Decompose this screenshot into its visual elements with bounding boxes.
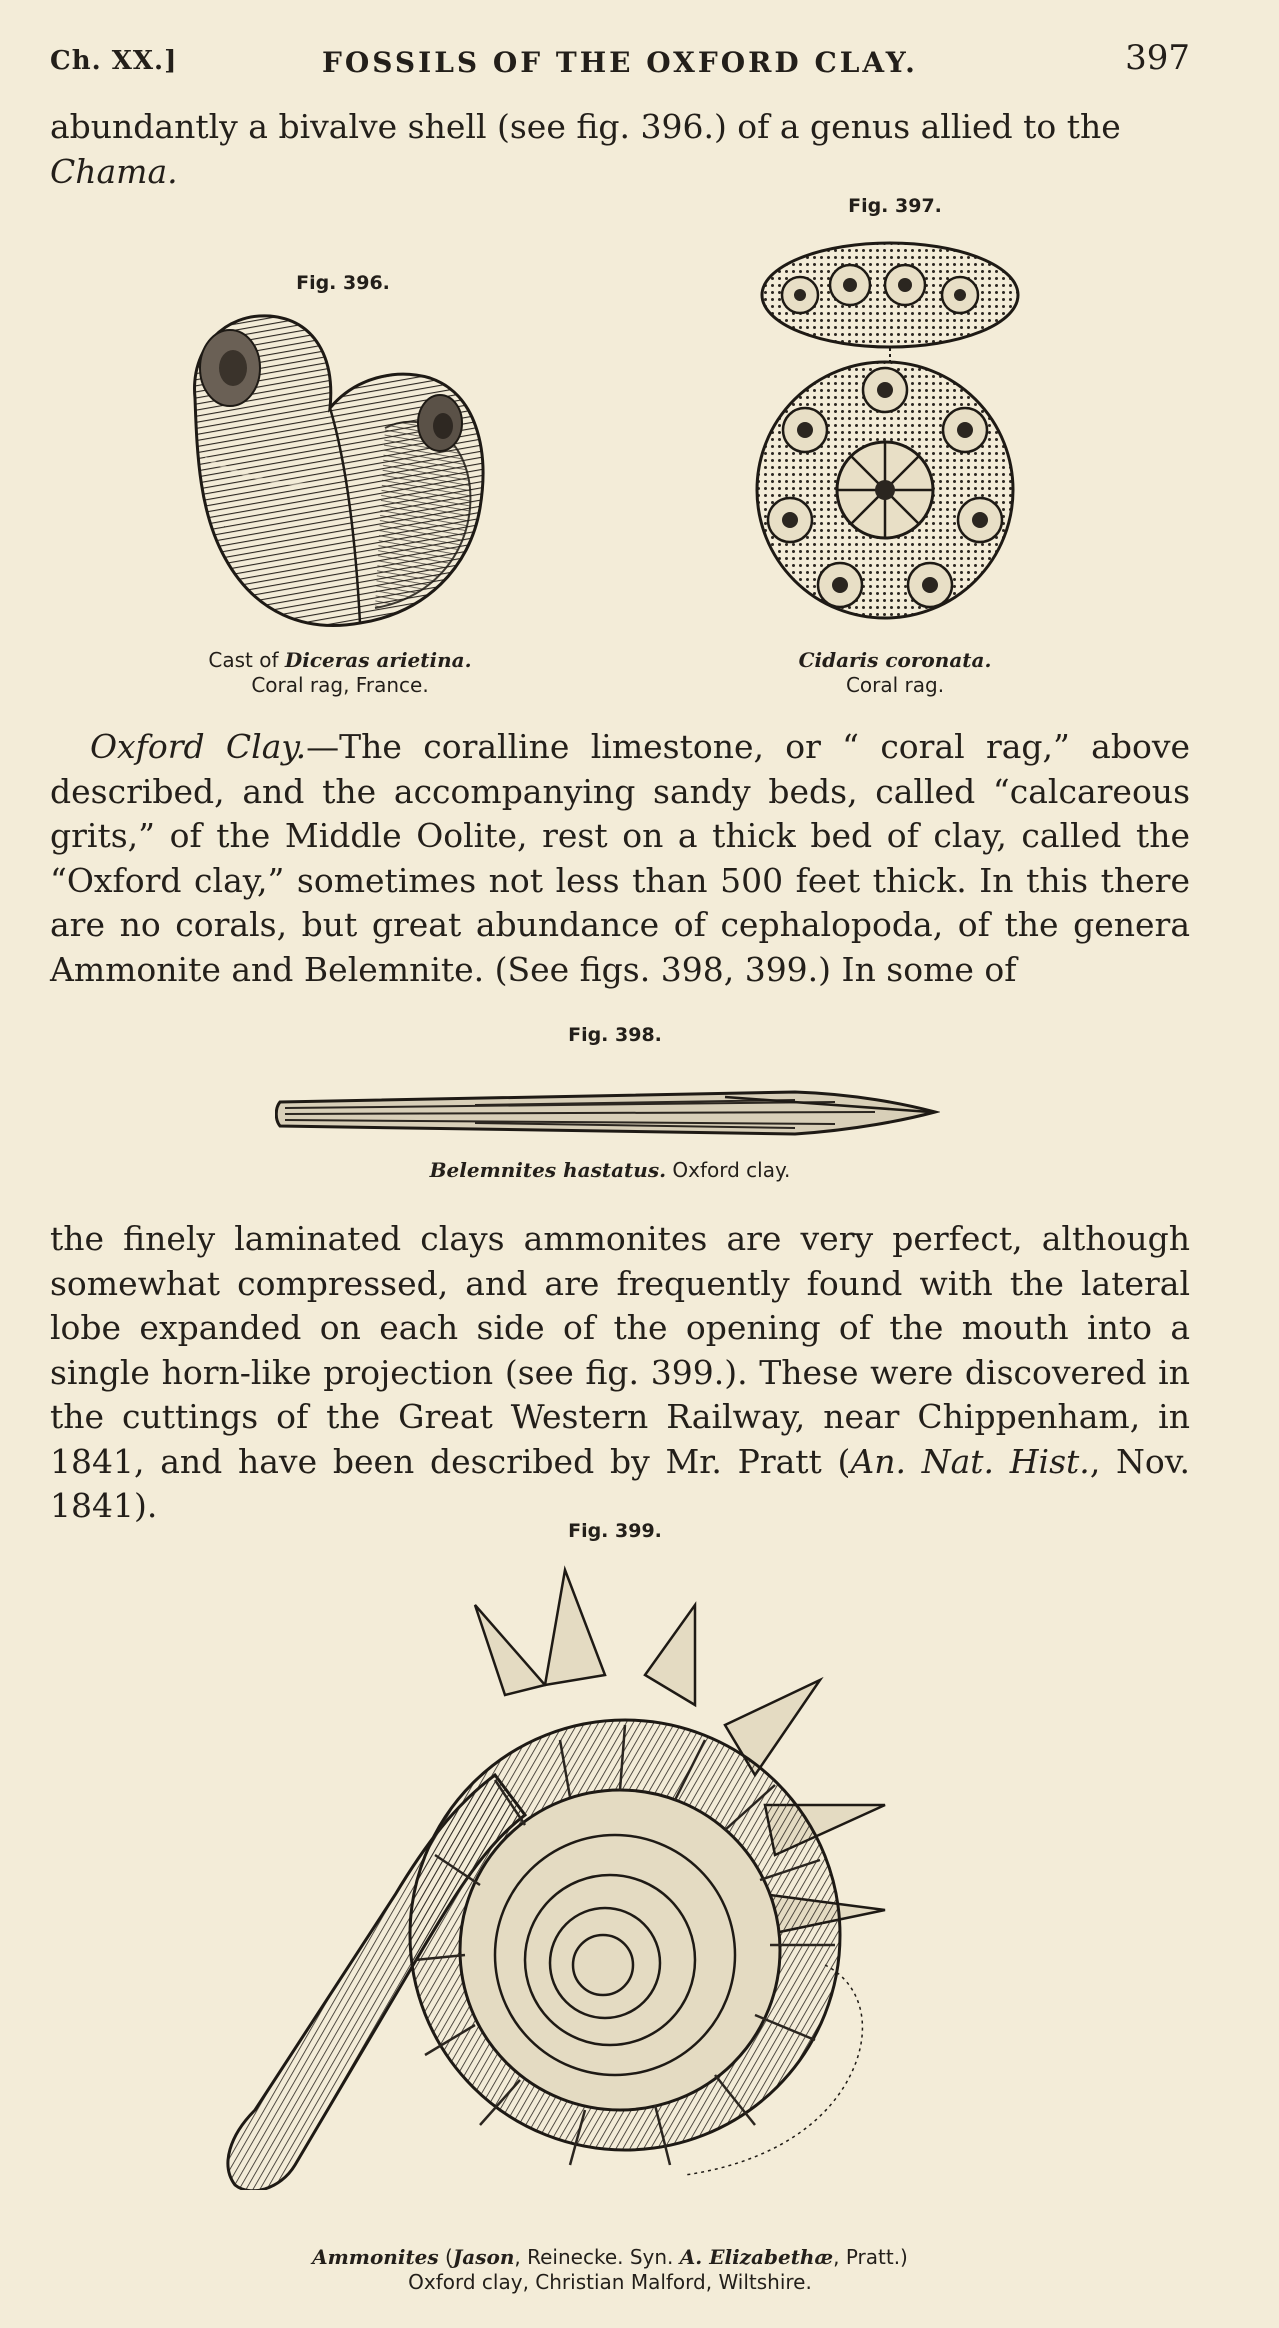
cidaris-urchin-illustration bbox=[755, 240, 1035, 625]
chapter-ref: Ch. XX.] bbox=[50, 46, 178, 76]
genus-name: Chama. bbox=[50, 151, 178, 191]
fig-396-caption bbox=[180, 648, 500, 698]
paragraph-text: abundantly a bivalve shell (see fig. 396.) of a genus allied to the bbox=[50, 107, 1121, 146]
caption-synonym-author: , Pratt.) bbox=[833, 2245, 908, 2269]
caption-locality: Oxford clay. bbox=[666, 1158, 791, 1182]
reference-date: , Nov. 1841). bbox=[50, 1441, 1191, 1525]
fig-397-label: Fig. 397. bbox=[848, 195, 942, 217]
caption-paren: ( bbox=[438, 2245, 453, 2269]
genus-name: Ammonites bbox=[312, 2245, 439, 2269]
fig-398-label: Fig. 398. bbox=[568, 1024, 662, 1046]
section-heading: Oxford Clay. bbox=[90, 727, 307, 766]
fig-396-label: Fig. 396. bbox=[296, 272, 390, 294]
species-name: Belemnites hastatus. bbox=[429, 1158, 667, 1182]
paragraph-oxford-clay bbox=[50, 725, 1190, 992]
ammonite-illustration bbox=[225, 1565, 985, 2190]
fig-397-caption bbox=[760, 648, 1030, 698]
fig-398-caption bbox=[380, 1158, 840, 1183]
fig-399-label: Fig. 399. bbox=[568, 1520, 662, 1542]
page-number: 397 bbox=[1125, 38, 1190, 78]
paragraph-text: the finely laminated clays ammonites are very perfect, although somewhat compressed, and are frequently found with the lateral lobe expanded on each side of the opening of the mouth into a single horn-like projection (see fig. 399.). These were discovered in the cuttings of the Great Western Railway, near Chippenham, in 1841, and have been described by Mr. Pratt ( bbox=[50, 1219, 1190, 1481]
caption-author: , Reinecke. Syn. bbox=[514, 2245, 680, 2269]
running-title: FOSSILS OF THE OXFORD CLAY. bbox=[322, 46, 918, 79]
caption-locality: Coral rag, France. bbox=[251, 673, 429, 697]
paragraph-chama bbox=[50, 105, 1190, 194]
diceras-shell-illustration bbox=[185, 308, 490, 633]
reference-journal: An. Nat. Hist. bbox=[850, 1441, 1090, 1481]
paragraph-text: —The coralline limestone, or “ coral rag,” above described, and the accompanying sandy beds, called “calcareous grits,” of the Middle Oolite, rest on a thick bed of clay, called the “Oxford clay,” sometimes not less than 500 feet thick. In this there are no corals, but great abundance of cephalopoda, of the genera Ammonite and Belemnite. (See figs. 398, 399.) In some of bbox=[50, 727, 1190, 989]
running-header bbox=[50, 38, 1190, 82]
caption-locality: Oxford clay, Christian Malford, Wiltshire. bbox=[408, 2270, 812, 2294]
species-name: Diceras arietina. bbox=[284, 648, 472, 672]
caption-locality: Coral rag. bbox=[845, 673, 945, 697]
belemnite-illustration bbox=[275, 1082, 940, 1142]
synonym-name: A. Elizabethæ bbox=[679, 2245, 834, 2269]
species-name: Cidaris coronata. bbox=[798, 648, 992, 672]
fig-399-caption bbox=[250, 2245, 970, 2295]
paragraph-ammonites bbox=[50, 1217, 1190, 1529]
caption-prefix: Cast of bbox=[208, 648, 285, 672]
species-name: Jason bbox=[452, 2245, 515, 2269]
